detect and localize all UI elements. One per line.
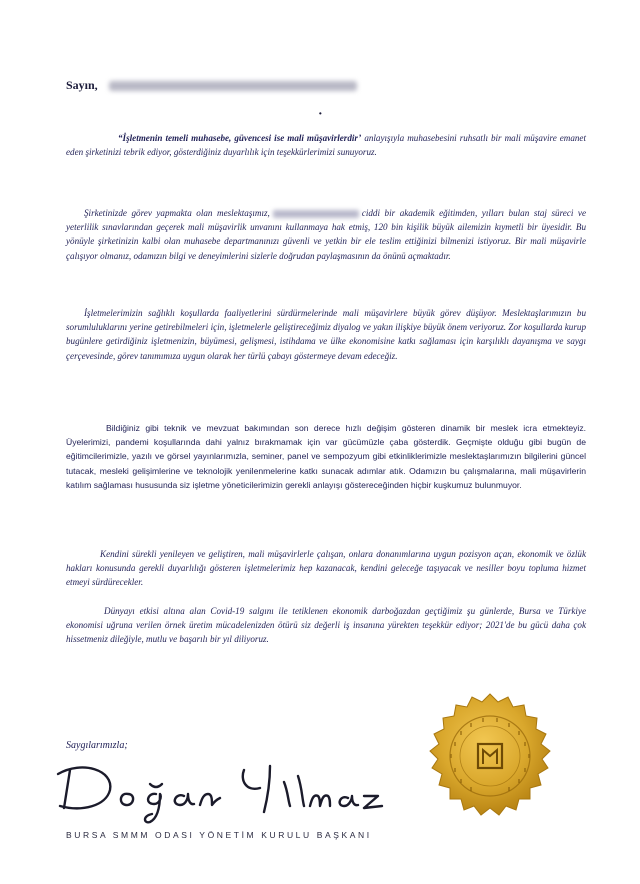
paragraph-2-before: Şirketinizde görev yapmakta olan meslektaşımız, <box>84 208 270 218</box>
dot-mark: · <box>318 107 323 122</box>
closing-line: Saygılarımızla; <box>66 740 128 751</box>
colleague-name-redacted <box>273 210 359 218</box>
organization-title: BURSA SMMM ODASI YÖNETİM KURULU BAŞKANI <box>66 830 372 840</box>
paragraph-6: Dünyayı etkisi altına alan Covid-19 salgını ile tetiklenen ekonomik darboğazdan geçtiğimiz şu günlerde, Bursa ve Türkiye ekonomisi uğruna verilen örnek üretim mücadelenizden ötürü siz değerli iş insanına yürekten teşekkür ediyor; 2021'de bu gücü daha çok hissetmeniz dileğiyle, mutlu ve başarılı bir yıl diliyoruz. <box>66 606 586 645</box>
paragraph-4: Bildiğiniz gibi teknik ve mevzuat bakımından son derece hızlı değişim gösteren dinamik bir meslek icra etmekteyiz. Üyelerimizi, pandemi koşullarında dahi yalnız bırakmamak için var gücümüzle çaba gösterdik. Geçmişte olduğu gibi bugün de eğitimcilerimizle, yazılı ve görsel yayınlarımızla, seminer, panel ve sempozyum gibi etkinliklerimizle meslektaşlarımızın bilgilerini güncel tutacak, mesleki gelişimlerine ve teknolojik yenilenmelerine katkı sunacak adımlar atık. Odamızın bu çalışmalarına, mali müşavirlerin katılım sağlaması hususunda siz işletme yöneticilerimizin gerekli anlayışı göstereceğinden hiçbir kuşkumuz bulunmuyor. <box>66 423 586 490</box>
paragraph-1 <box>66 131 586 159</box>
paragraph-2 <box>66 206 586 263</box>
recipient-name-redacted <box>109 81 357 91</box>
handwritten-signature <box>52 752 392 824</box>
wax-seal <box>420 690 560 830</box>
paragraph-2-after: ciddi bir akademik eğitimden, yılları bulan staj süreci ve yeterlilik sınavlarından geçerek mali müşavirlik unvanını kullanmaya hak etmiş, 120 bin kişilik büyük ailemizin kıymetli bir üyesidir. Bu yönüyle şirketinizin kalbi olan muhasebe departmanınızı güvenli ve yetkin bir ele teslim ettiğinizi bilmenizi istiyoruz. Bir mali müşavirle çalışıyor olmanız, odamızın bilgi ve deneyimlerini sizlerle doğrudan paylaşmasının da önünü açmaktadır. <box>66 208 587 261</box>
paragraph-3: İşletmelerimizin sağlıklı koşullarda faaliyetlerini sürdürmelerinde mali müşavirlere büyük görev düşüyor. Meslektaşlarımızın bu sorumluluklarını yerine getirebilmeleri için, işletmelerle geliştireceğimiz diyalog ve yakın ilişkiye büyük önem veriyoruz. Zor koşullarda kurup bugünlere getirdiğiniz işletmenizin, büyümesi, gelişmesi, istihdama ve ülke ekonomisine katkı sağlaması için karşılıklı dayanışma ve saygı çerçevesinde, görev tanımımıza uygun olarak her türlü çabayı göstermeye devam edeceğiz. <box>66 308 586 361</box>
motto-quote: “İşletmenin temeli muhasebe, güvencesi ise mali müşavirlerdir’ <box>118 133 362 143</box>
salutation: Sayın, <box>66 78 98 92</box>
paragraph-1-text: anlayışıyla muhasebesini ruhsatlı bir mali müşavire emanet eden şirketinizi tebrik ediyor, gösterdiğiniz duyarlılık için teşekkürlerimizi sunuyoruz. <box>66 133 586 158</box>
greeting-line <box>66 78 357 93</box>
paragraph-5: Kendini sürekli yenileyen ve geliştiren, mali müşavirlerle çalışan, onlara donanımlarına uygun pozisyon açan, ekonomik ve özlük hakları konusunda gerekli duyarlılığı gösteren işletmelerimiz hep kazanacak, kendini geleceğe taşıyacak ve nesiller boyu topluma hizmet etmeyi sürdürecekler. <box>66 549 586 588</box>
